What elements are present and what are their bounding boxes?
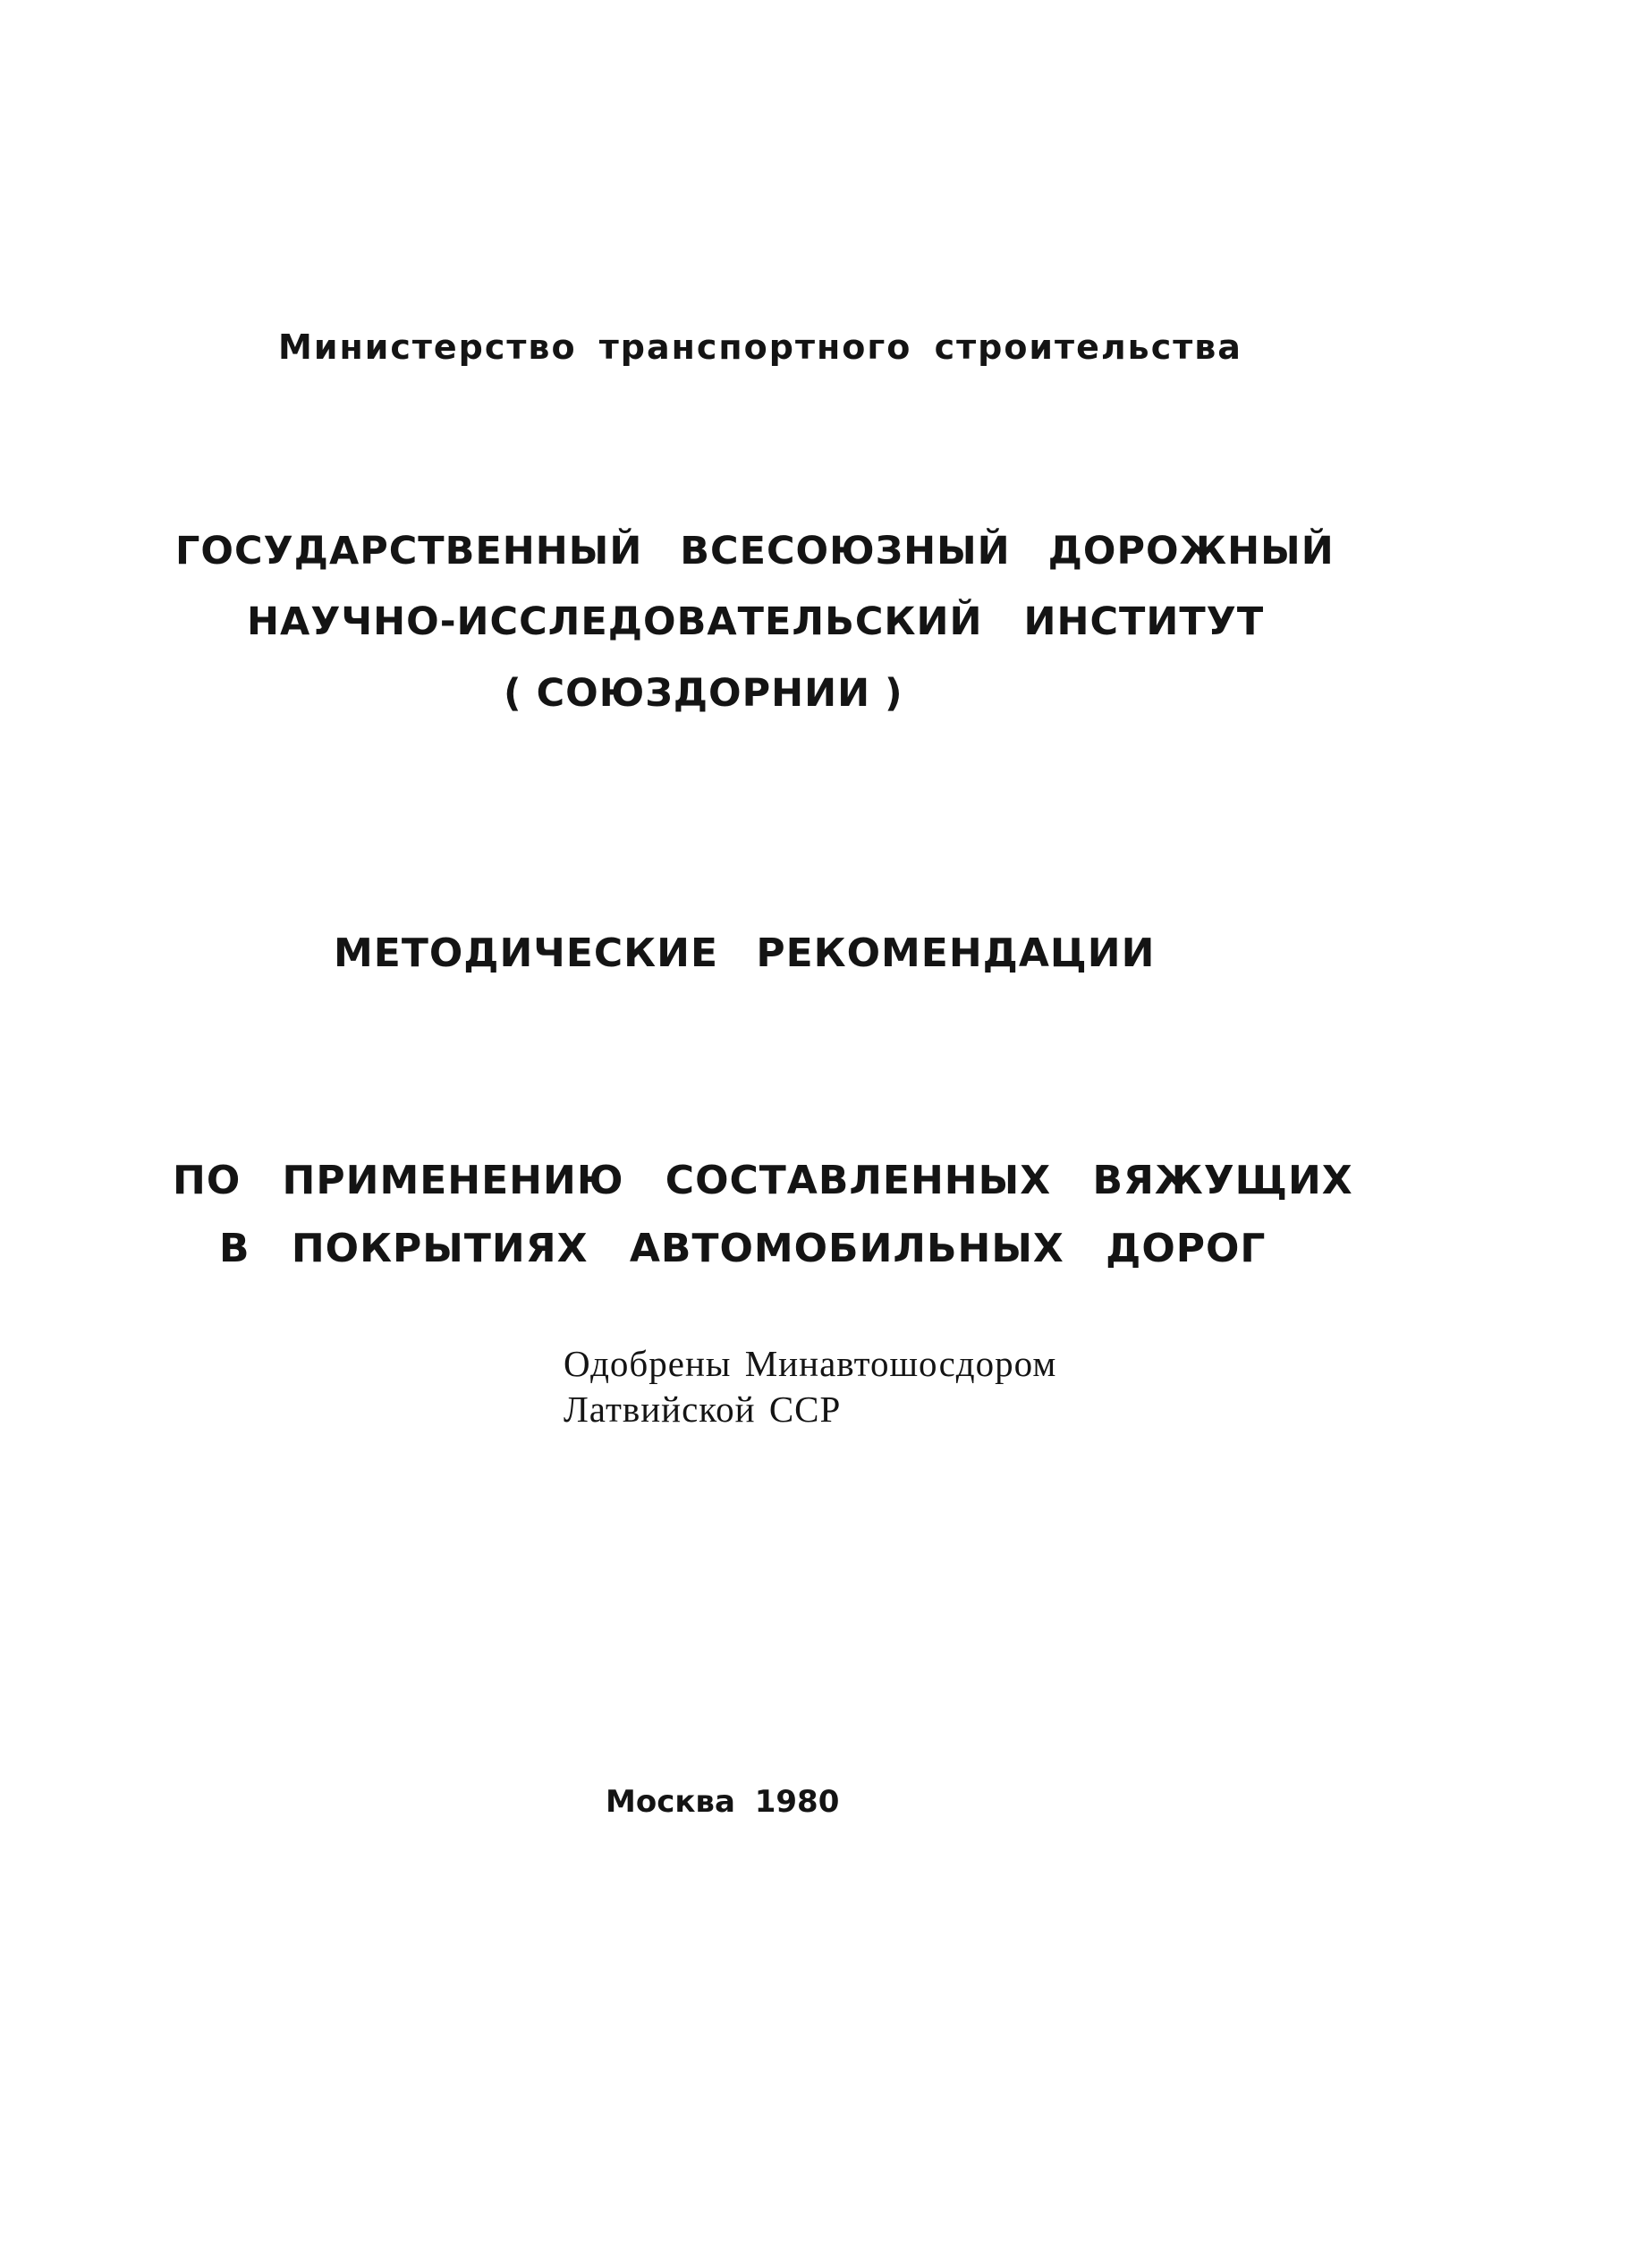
approval-note-line-1: Одобрены Минавтошосдором [564, 1343, 1057, 1384]
institute-abbreviation: ( СОЮЗДОРНИИ ) [504, 671, 903, 716]
document-type: МЕТОДИЧЕСКИЕ РЕКОМЕНДАЦИИ [334, 930, 1156, 976]
document-title-line-2: В ПОКРЫТИЯХ АВТОМОБИЛЬНЫХ ДОРОГ [219, 1226, 1267, 1271]
ministry-name: Министерство транспортного строительства [278, 327, 1242, 367]
institute-name-line-1: ГОСУДАРСТВЕННЫЙ ВСЕСОЮЗНЫЙ ДОРОЖНЫЙ [175, 529, 1335, 573]
approval-note-line-2: Латвийской ССР [564, 1389, 842, 1430]
publication-place-year: Москва 1980 [606, 1784, 840, 1820]
institute-name-line-2: НАУЧНО-ИССЛЕДОВАТЕЛЬСКИЙ ИНСТИТУТ [247, 599, 1265, 644]
document-title-line-1: ПО ПРИМЕНЕНИЮ СОСТАВЛЕННЫХ ВЯЖУЩИХ [173, 1158, 1353, 1203]
